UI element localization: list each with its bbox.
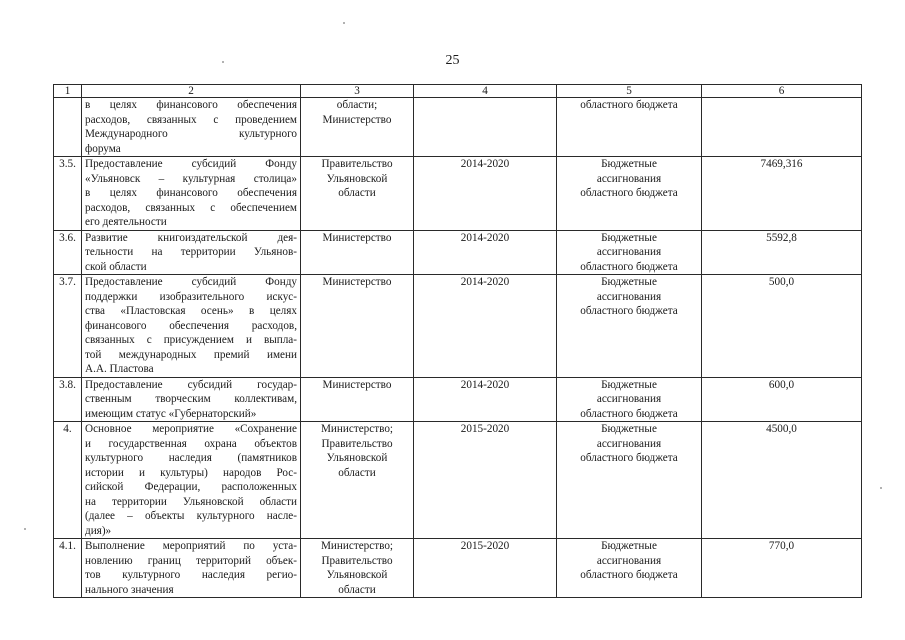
- activity-name-line: (далее – объекты культурного насле-: [85, 510, 297, 522]
- amount-cell: 770,0: [702, 539, 862, 598]
- activity-name-line: А.А. Пластова: [85, 363, 154, 375]
- activity-name-cell: [82, 539, 301, 598]
- column-header-4: 4: [414, 85, 557, 98]
- executor-cell: [301, 422, 414, 539]
- table-row: [54, 230, 862, 275]
- funding-source-cell: [557, 422, 702, 539]
- activity-name-line: тельности на территории Ульянов-: [85, 246, 297, 258]
- executor-cell: [301, 539, 414, 598]
- funding-source-line: ассигнования: [596, 554, 662, 567]
- funding-source-line: Бюджетные: [601, 540, 657, 552]
- activity-name-line: культурного наследия (памятников: [85, 452, 297, 464]
- activity-name-line: ской области: [85, 260, 147, 273]
- funding-source-cell: [557, 157, 702, 231]
- row-number-cell: [54, 98, 82, 157]
- column-header-6: 6: [702, 85, 862, 98]
- activity-name-line: расходов, связанных с проведением: [85, 113, 297, 126]
- executor-line: Ульяновской: [326, 452, 388, 464]
- page-number: 25: [445, 53, 460, 68]
- executor-line: Правительство: [321, 554, 393, 567]
- table-row: [54, 275, 862, 378]
- funding-source-line: областного бюджета: [580, 569, 678, 581]
- funding-source-line: областного бюджета: [580, 260, 678, 273]
- period-cell: [414, 98, 557, 157]
- funding-source-cell: [557, 230, 702, 275]
- executor-line: Министерство;: [320, 540, 394, 552]
- activity-name-line: поддержки изобразительного искус-: [85, 290, 297, 303]
- scan-speck: [343, 22, 345, 24]
- activity-name-line: новлению границ территорий объек-: [85, 554, 297, 567]
- funding-source-line: областного бюджета: [580, 187, 678, 199]
- activity-name-line: в целях финансового обеспечения: [85, 99, 297, 111]
- activity-name-line: Выполнение мероприятий по уста-: [85, 540, 297, 552]
- activity-name-line: той международных премий имени: [85, 348, 297, 361]
- column-header-5: 5: [557, 85, 702, 98]
- activity-name-line: ства «Пластовская осень» в целях: [85, 305, 297, 317]
- column-number-row: [54, 85, 862, 98]
- executor-line: области: [338, 187, 376, 199]
- funding-source-cell: [557, 377, 702, 422]
- funding-source-line: Бюджетные: [601, 276, 657, 288]
- funding-source-cell: [557, 98, 702, 157]
- activity-name-line: тов культурного наследия регио-: [85, 569, 297, 581]
- row-number-cell: 3.6.: [54, 230, 82, 275]
- activity-name-line: расходов, связанных с обеспечением: [85, 201, 297, 214]
- executor-line: Министерство;: [320, 423, 394, 435]
- funding-source-line: Бюджетные: [601, 423, 657, 435]
- activity-name-line: его деятельности: [85, 216, 167, 228]
- table-row: [54, 157, 862, 231]
- activity-name-line: сийской Федерации, расположенных: [85, 481, 297, 493]
- executor-line: Министерство: [322, 276, 392, 288]
- scan-speck: [880, 487, 882, 489]
- amount-cell: 4500,0: [702, 422, 862, 539]
- executor-line: Ульяновской: [326, 172, 388, 185]
- amount-cell: 500,0: [702, 275, 862, 378]
- activity-name-line: Международного культурного: [85, 128, 297, 140]
- table-row: [54, 98, 862, 157]
- period-cell: 2014-2020: [414, 230, 557, 275]
- amount-cell: 7469,316: [702, 157, 862, 231]
- funding-source-line: ассигнования: [596, 437, 662, 450]
- table-row: [54, 422, 862, 539]
- funding-source-line: областного бюджета: [580, 452, 678, 464]
- activity-name-cell: [82, 422, 301, 539]
- executor-line: области;: [336, 99, 378, 111]
- funding-source-cell: [557, 275, 702, 378]
- funding-source-line: Бюджетные: [601, 378, 657, 391]
- funding-source-line: ассигнования: [596, 246, 662, 258]
- table-row: [54, 377, 862, 422]
- row-number-cell: 3.5.: [54, 157, 82, 231]
- activity-name-cell: [82, 275, 301, 378]
- activity-name-line: дия)»: [85, 524, 112, 537]
- activity-name-line: финансового обеспечения расходов,: [85, 319, 297, 332]
- period-cell: 2014-2020: [414, 275, 557, 378]
- amount-cell: 5592,8: [702, 230, 862, 275]
- activity-name-cell: [82, 98, 301, 157]
- column-header-1: 1: [54, 85, 82, 98]
- activity-name-line: ственным творческим коллективам,: [85, 393, 297, 405]
- period-cell: 2015-2020: [414, 539, 557, 598]
- executor-cell: [301, 230, 414, 275]
- amount-cell: [702, 98, 862, 157]
- activity-name-line: Предоставление субсидий Фонду: [85, 158, 297, 170]
- scan-speck: [24, 528, 26, 530]
- activity-name-line: связанных с присуждением и выпла-: [85, 334, 297, 346]
- funding-source-line: Бюджетные: [601, 158, 657, 170]
- funding-source-line: областного бюджета: [580, 99, 678, 111]
- activity-name-line: форума: [85, 142, 121, 155]
- executor-line: Ульяновской: [326, 569, 388, 581]
- activity-name-line: в целях финансового обеспечения: [85, 187, 297, 199]
- activity-name-line: на территории Ульяновской области: [85, 495, 297, 508]
- activity-name-line: истории и культуры) народов Рос-: [85, 466, 297, 479]
- row-number-cell: 3.8.: [54, 377, 82, 422]
- activity-name-line: и государственная охрана объектов: [85, 437, 297, 450]
- executor-line: области: [338, 466, 376, 479]
- row-number-cell: 4.: [54, 422, 82, 539]
- funding-source-line: ассигнования: [596, 393, 662, 405]
- executor-cell: [301, 157, 414, 231]
- funding-source-line: ассигнования: [596, 290, 662, 303]
- column-header-3: 3: [301, 85, 414, 98]
- period-cell: 2014-2020: [414, 157, 557, 231]
- funding-source-cell: [557, 539, 702, 598]
- row-number-cell: 3.7.: [54, 275, 82, 378]
- period-cell: 2015-2020: [414, 422, 557, 539]
- funding-source-line: Бюджетные: [601, 231, 657, 244]
- executor-cell: [301, 275, 414, 378]
- scan-speck: [222, 61, 224, 63]
- executor-line: Правительство: [321, 158, 393, 170]
- activity-name-line: Развитие книгоиздательской дея-: [85, 231, 297, 244]
- executor-line: Правительство: [321, 437, 393, 450]
- program-activities-table: [53, 84, 862, 598]
- activity-name-line: Основное мероприятие «Сохранение: [85, 423, 297, 435]
- row-number-cell: 4.1.: [54, 539, 82, 598]
- executor-cell: [301, 377, 414, 422]
- activity-name-cell: [82, 377, 301, 422]
- table-body: [54, 98, 862, 598]
- amount-cell: 600,0: [702, 377, 862, 422]
- activity-name-line: Предоставление субсидий государ-: [85, 378, 297, 391]
- period-cell: 2014-2020: [414, 377, 557, 422]
- activity-name-line: нального значения: [85, 583, 174, 596]
- executor-line: Министерство: [322, 378, 392, 391]
- executor-line: Министерство: [322, 113, 392, 126]
- activity-name-line: Предоставление субсидий Фонду: [85, 276, 297, 288]
- activity-name-line: «Ульяновск – культурная столица»: [85, 172, 297, 185]
- executor-cell: [301, 98, 414, 157]
- column-header-2: 2: [82, 85, 301, 98]
- funding-source-line: областного бюджета: [580, 407, 678, 420]
- activity-name-line: имеющим статус «Губернаторский»: [85, 407, 257, 420]
- activity-name-cell: [82, 230, 301, 275]
- funding-source-line: ассигнования: [596, 172, 662, 185]
- table-row: [54, 539, 862, 598]
- funding-source-line: областного бюджета: [580, 305, 678, 317]
- executor-line: области: [338, 583, 376, 596]
- activity-name-cell: [82, 157, 301, 231]
- executor-line: Министерство: [322, 231, 392, 244]
